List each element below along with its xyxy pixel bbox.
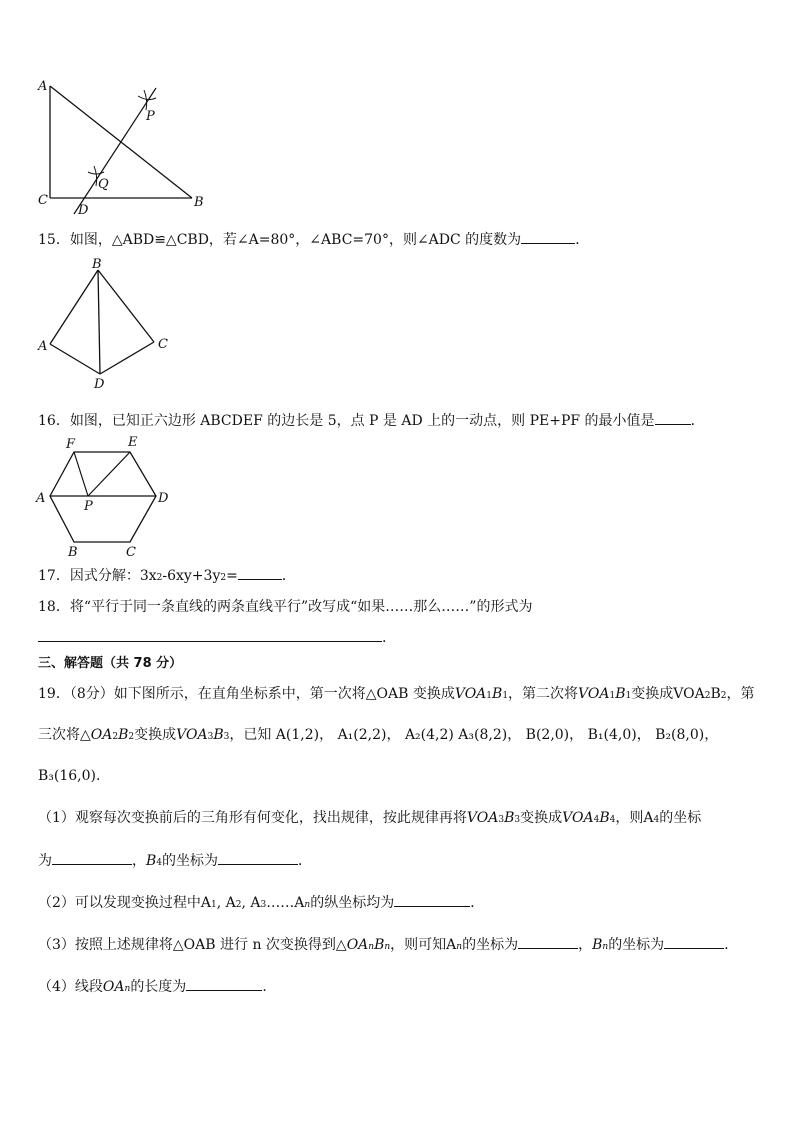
label-a: A: [38, 339, 48, 354]
question-19-part-4: （4）线段OAn的长度为 ．: [38, 976, 276, 999]
question-19-line-3: B₃(16,0)．: [38, 768, 110, 784]
label-p: P: [84, 499, 93, 514]
label-b: B: [92, 257, 102, 272]
question-18: 18．将“平行于同一条直线的两条直线平行”改写成“如果……那么……”的形式为: [38, 599, 533, 615]
figure-q15: [34, 256, 184, 396]
section-3-title: 三、解答题（共 78 分）: [38, 656, 183, 671]
label-c: C: [38, 193, 48, 208]
label-c: C: [158, 337, 168, 352]
label-a: A: [38, 79, 48, 94]
question-19-part-2: （2）可以发现变换过程中A1, A2, A3……An的纵坐标均为 ．: [38, 892, 484, 915]
question-19-part-3: （3）按照上述规律将△OAB 进行 n 次变换得到△OAnBn，则可知An的坐标为 ，Bn的坐标为 ．: [38, 934, 738, 957]
label-f: F: [66, 437, 76, 452]
figure-q16: [34, 432, 184, 562]
question-18-answer-line: .: [38, 627, 386, 648]
label-a: A: [36, 491, 46, 506]
question-19-part-1: （1）观察每次变换前后的三角形有何变化，找出规律，按此规律再将VOA3B3变换成VOA4B4，则A4的坐标: [38, 810, 702, 826]
question-15: 15．如图，△ABD≌△CBD，若∠A=80°，∠ABC=70°，则∠ADC 的度数为 ．: [38, 229, 589, 250]
label-d: D: [94, 377, 105, 392]
question-19-line-2: 三次将△OA2B2变换成VOA3B3，已知 A(1,2)， A₁(2,2)， A₂(4,2) A₃(8,2)， B(2,0)， B₁(4,0)， B₂(8,0)，: [38, 727, 719, 743]
label-q: Q: [98, 177, 109, 192]
label-d: D: [78, 203, 89, 218]
label-d: D: [158, 491, 169, 506]
question-19-part-1-blanks: 为 ，B4的坐标为 ．: [38, 850, 312, 873]
question-16: 16．如图，已知正六边形 ABCDEF 的边长是 5，点 P 是 AD 上的一动点，则 PE+PF 的最小值是 ．: [38, 410, 705, 431]
question-19-line-1: 19．（8分）如下图所示，在直角坐标系中，第一次将△OAB 变换成VOA1B1，第二次将VOA1B1变换成VOA2B2，第: [38, 686, 755, 702]
label-p: P: [146, 109, 155, 124]
label-e: E: [128, 435, 138, 450]
label-c: C: [126, 545, 136, 560]
label-b: B: [68, 545, 78, 560]
label-b: B: [194, 195, 204, 210]
question-17: 17．因式分解：3x2-6xy+3y2= ．: [38, 565, 296, 588]
figure-q14: [30, 72, 220, 222]
